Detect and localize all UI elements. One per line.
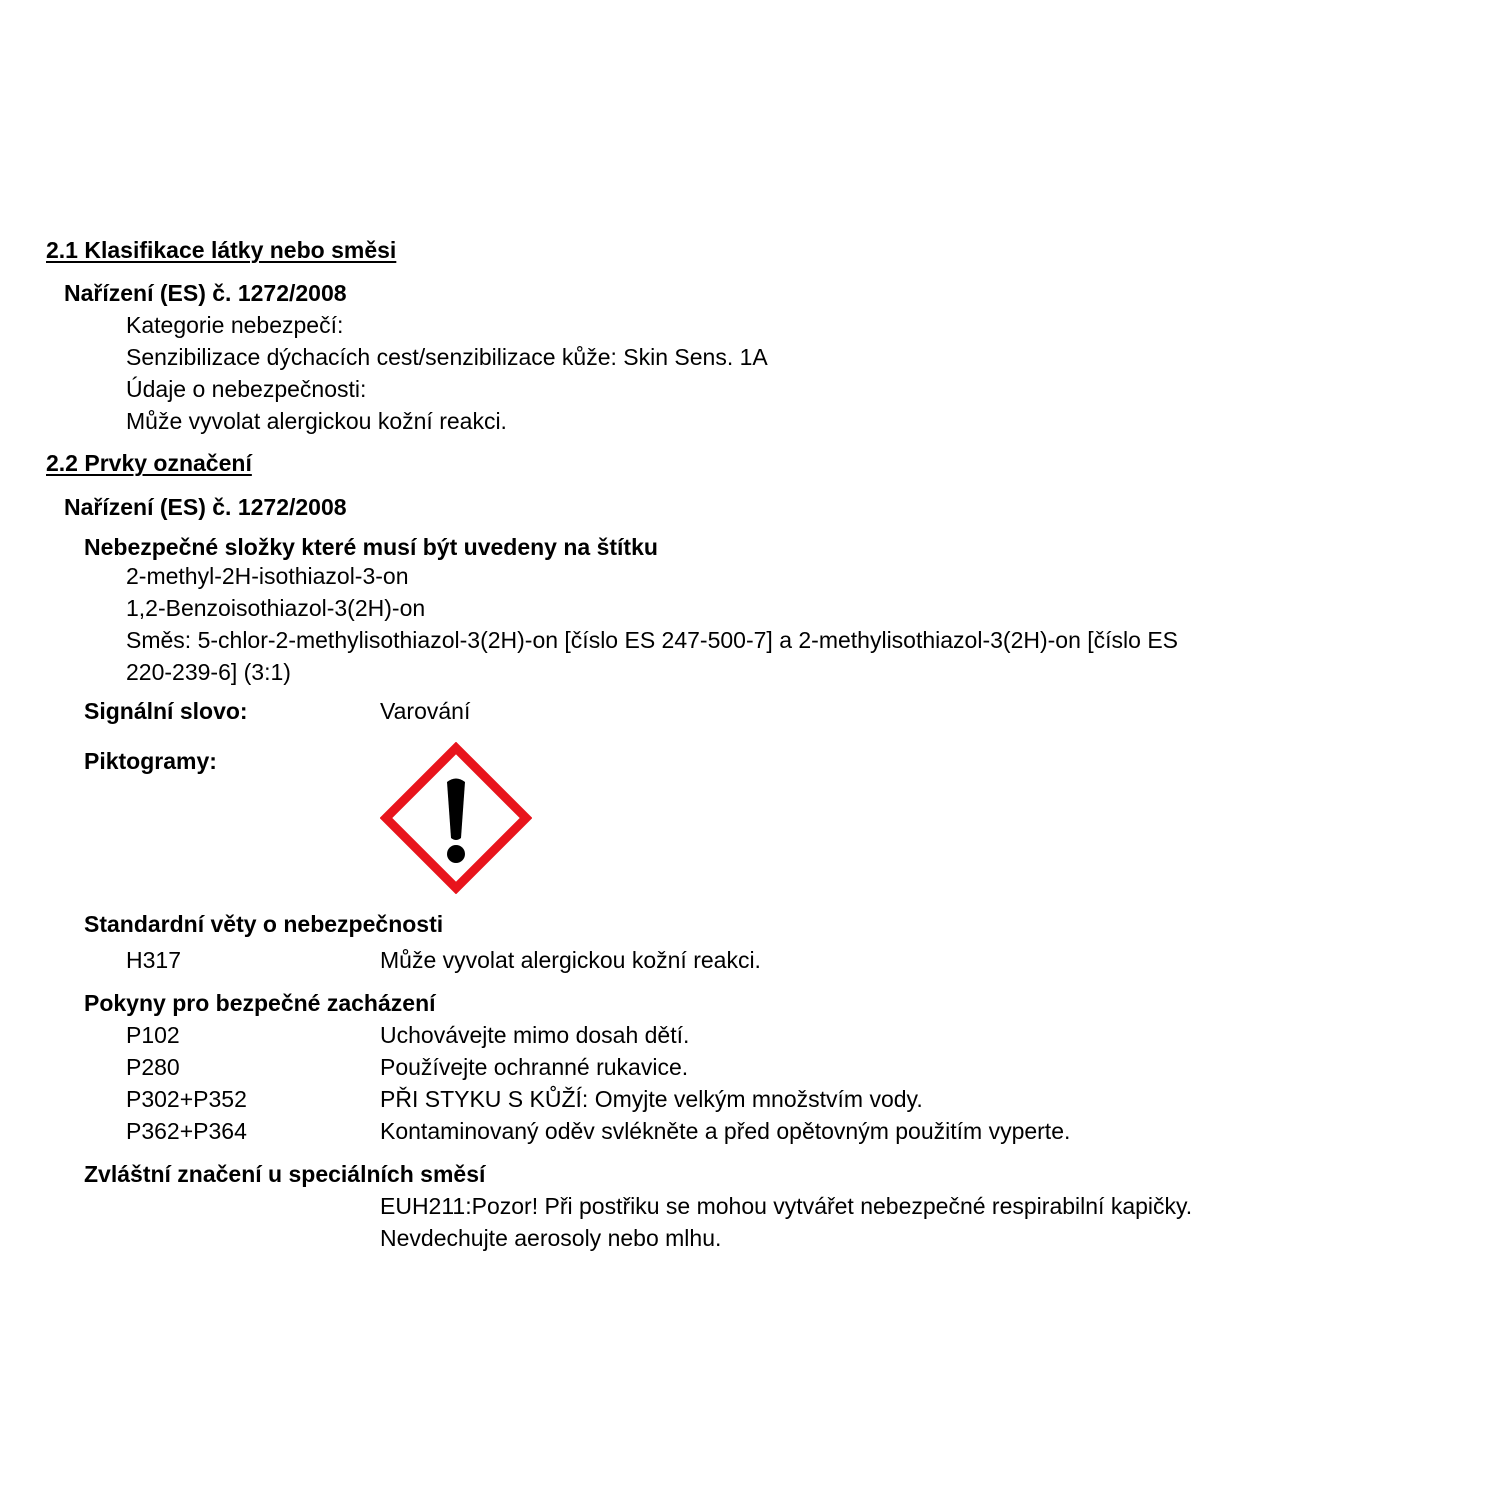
hazardous-component-item: Směs: 5-chlor-2-methylisothiazol-3(2H)-on [číslo ES 247-500-7] a 2-methylisothiazol-3(2H)-on [číslo ES	[126, 627, 1179, 653]
hazard-category-label: Kategorie nebezpečí:	[126, 312, 344, 338]
precautionary-statement-code: P302+P352	[126, 1086, 247, 1112]
ghs07-exclamation-mark-icon	[380, 742, 532, 894]
hazardous-components-title: Nebezpečné složky které musí být uvedeny na štítku	[84, 534, 658, 560]
precautionary-statements-title: Pokyny pro bezpečné zacházení	[84, 990, 436, 1016]
precautionary-statement-code: P280	[126, 1054, 180, 1080]
hazardous-component-item: 2-methyl-2H-isothiazol-3-on	[126, 563, 409, 589]
hazard-category-value: Senzibilizace dýchacích cest/senzibilizace kůže: Skin Sens. 1A	[126, 344, 768, 370]
signal-word-label: Signální slovo:	[84, 698, 248, 724]
special-labelling-line: EUH211:Pozor! Při postřiku se mohou vytvářet nebezpečné respirabilní kapičky.	[380, 1193, 1193, 1219]
section-2-2-heading: 2.2 Prvky označení	[46, 450, 252, 476]
hazard-info-label: Údaje o nebezpečnosti:	[126, 376, 367, 402]
precautionary-statement-text: Používejte ochranné rukavice.	[380, 1054, 689, 1080]
special-labelling-title: Zvláštní značení u speciálních směsí	[84, 1161, 486, 1187]
section-2-1-regulation: Nařízení (ES) č. 1272/2008	[64, 280, 347, 306]
precautionary-statement-text: Uchovávejte mimo dosah dětí.	[380, 1022, 690, 1048]
hazard-statements-title: Standardní věty o nebezpečnosti	[84, 911, 444, 937]
precautionary-statement-text: PŘI STYKU S KŮŽÍ: Omyjte velkým množstvím vody.	[380, 1086, 923, 1112]
hazard-statement-code: H317	[126, 947, 181, 973]
precautionary-statement-code: P362+P364	[126, 1118, 247, 1144]
hazardous-component-item: 1,2-Benzoisothiazol-3(2H)-on	[126, 595, 426, 621]
special-labelling-line: Nevdechujte aerosoly nebo mlhu.	[380, 1225, 722, 1251]
hazard-info-value: Může vyvolat alergickou kožní reakci.	[126, 408, 507, 434]
section-2-1-heading: 2.1 Klasifikace látky nebo směsi	[46, 237, 397, 263]
pictograms-label: Piktogramy:	[84, 748, 217, 774]
hazard-statement-text: Může vyvolat alergickou kožní reakci.	[380, 947, 761, 973]
hazardous-component-item: 220-239-6] (3:1)	[126, 659, 291, 685]
precautionary-statement-text: Kontaminovaný oděv svlékněte a před opětovným použitím vyperte.	[380, 1118, 1071, 1144]
signal-word-value: Varování	[380, 698, 471, 724]
section-2-2-regulation: Nařízení (ES) č. 1272/2008	[64, 494, 347, 520]
precautionary-statement-code: P102	[126, 1022, 180, 1048]
